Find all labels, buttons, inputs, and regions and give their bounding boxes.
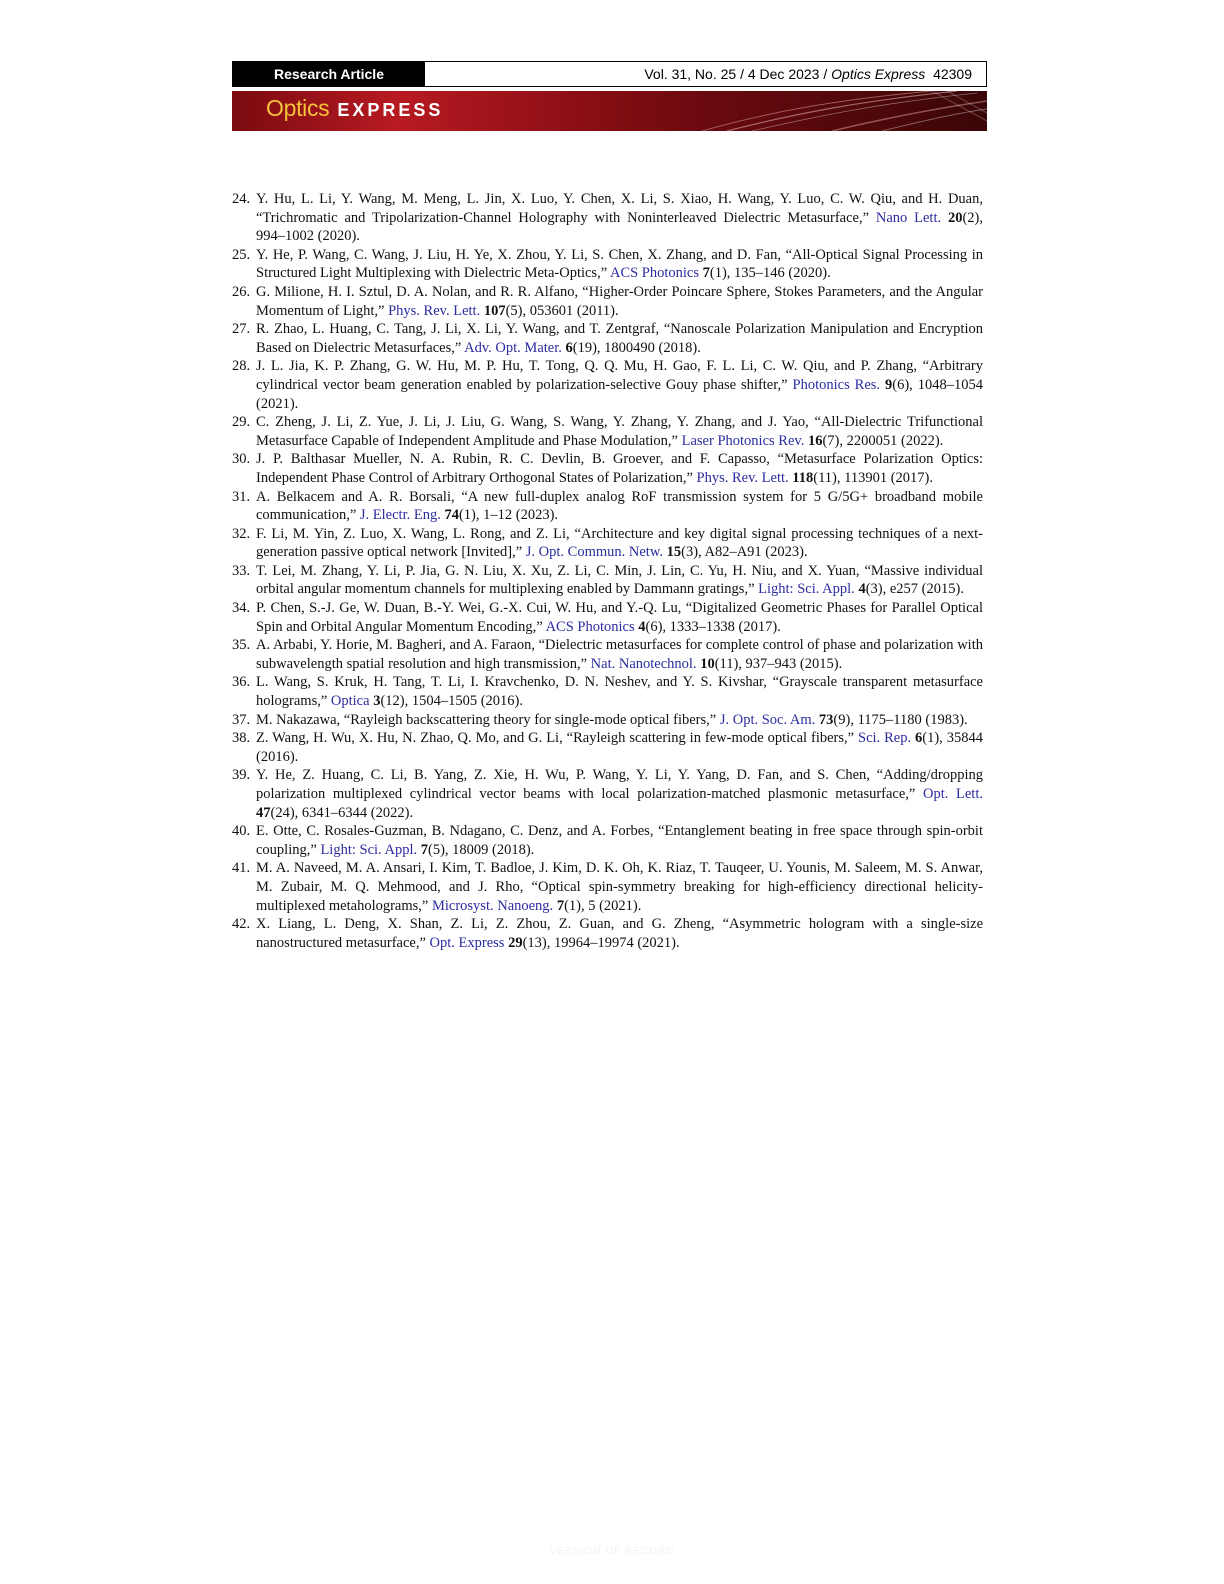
journal-link[interactable]: Nat. Nanotechnol.: [590, 655, 697, 672]
reference-number: 33.: [232, 562, 251, 579]
reference-number: 35.: [232, 637, 251, 654]
journal-link[interactable]: Laser Photonics Rev.: [681, 432, 805, 449]
reference-item: 36. L. Wang, S. Kruk, H. Tang, T. Li, I. Kravchenko, D. N. Neshev, and Y. S. Kivshar, “Grayscale transparent metasurface holograms,” Optica 3(12), 1504–1505 (2016).: [232, 674, 983, 710]
journal-link[interactable]: Adv. Opt. Mater.: [464, 339, 562, 356]
reference-number: 29.: [232, 414, 251, 431]
reference-number: 31.: [232, 488, 251, 505]
journal-link[interactable]: Sci. Rep.: [858, 730, 912, 747]
reference-item: 31. A. Belkacem and A. R. Borsali, “A new full-duplex analog RoF transmission system for 5 G/5G+ broadband mobile communication,” J. Electr. Eng. 74(1), 1–12 (2023).: [232, 488, 983, 524]
reference-item: 38. Z. Wang, H. Wu, X. Hu, N. Zhao, Q. Mo, and G. Li, “Rayleigh scattering in few-mode optical fibers,” Sci. Rep. 6(1), 35844 (2016).: [232, 730, 983, 765]
reference-item: 26. G. Milione, H. I. Sztul, D. A. Nolan, and R. R. Alfano, “Higher-Order Poincare Sphere, Stokes Parameters, and the Angular Momentum of Light,” Phys. Rev. Lett. 107(5), 053601 (2011).: [232, 283, 983, 319]
reference-item: 33. T. Lei, M. Zhang, Y. Li, P. Jia, G. N. Liu, X. Xu, Z. Li, C. Min, J. Lin, C. Yu, H. Niu, and X. Yuan, “Massive individual orbital angular momentum channels for multiplexing enabled by Dammann gratings,” Light: Sci. Appl. 4(3), e257 (2015).: [232, 562, 983, 598]
reference-item: 29. C. Zheng, J. Li, Z. Yue, J. Li, J. Liu, G. Wang, S. Wang, Y. Zhang, Y. Zhang, and J. Yao, “All-Dielectric Trifunctional Metasurface Capable of Independent Amplitude and Phase Modulation,” Laser Photonics Rev. 16(7), 2200051 (2022).: [232, 414, 983, 449]
reference-number: 28.: [232, 358, 251, 375]
reference-item: 34. P. Chen, S.-J. Ge, W. Duan, B.-Y. Wei, G.-X. Cui, W. Hu, and Y.-Q. Lu, “Digitalized Geometric Phases for Parallel Optical Spin and Orbital Angular Momentum Encoding,” ACS Photonics 4(6), 1333–1338 (2017).: [232, 600, 983, 635]
banner-title: [266, 95, 443, 122]
reference-number: 42.: [232, 916, 251, 933]
reference-number: 30.: [232, 451, 251, 468]
reference-list: [232, 190, 983, 952]
reference-number: 25.: [232, 246, 251, 263]
reference-number: 37.: [232, 711, 251, 728]
journal-link[interactable]: Optica: [330, 693, 370, 710]
journal-link[interactable]: J. Opt. Commun. Netw.: [525, 544, 663, 561]
journal-link[interactable]: ACS Photonics: [545, 618, 635, 635]
reference-item: 30. J. P. Balthasar Mueller, N. A. Rubin, R. C. Devlin, B. Groever, and F. Capasso, “Metasurface Polarization Optics: Independent Phase Control of Arbitrary Orthogonal States of Polarization,” Phys. Rev. Lett. 118(11), 113901 (2017).: [232, 451, 983, 486]
page-number: 42309: [933, 66, 972, 82]
reference-number: 32.: [232, 525, 251, 542]
reference-number: 24.: [232, 191, 251, 207]
volume-info: [425, 62, 986, 86]
journal-link[interactable]: Nano Lett.: [875, 209, 942, 226]
footer-watermark: VERSION OF RECORD: [549, 1546, 675, 1557]
reference-item: 32. F. Li, M. Yin, Z. Luo, X. Wang, L. Rong, and Z. Li, “Architecture and key digital signal processing techniques of a next-generation passive optical network [Invited],” J. Opt. Commun. Netw. 15(3), A82–A91 (2023).: [232, 525, 983, 561]
journal-link[interactable]: Phys. Rev. Lett.: [388, 302, 481, 319]
article-header: [232, 61, 987, 87]
reference-item: 40. E. Otte, C. Rosales-Guzman, B. Ndagano, C. Denz, and A. Forbes, “Entanglement beating in free space through spin-orbit coupling,” Light: Sci. Appl. 7(5), 18009 (2018).: [232, 823, 983, 858]
journal-link[interactable]: ACS Photonics: [609, 265, 700, 282]
reference-item: 35. A. Arbabi, Y. Horie, M. Bagheri, and A. Faraon, “Dielectric metasurfaces for complete control of phase and polarization with subwavelength spatial resolution and high transmission,” Nat. Nanotechnol. 10(11), 937–943 (2015).: [232, 637, 983, 672]
reference-item: 37. M. Nakazawa, “Rayleigh backscattering theory for single-mode optical fibers,” J. Opt. Soc. Am. 73(9), 1175–1180 (1983).: [232, 711, 968, 728]
journal-link[interactable]: Phys. Rev. Lett.: [696, 469, 789, 486]
banner-express-word: EXPRESS: [337, 100, 444, 120]
reference-number: 36.: [232, 674, 251, 691]
reference-number: 26.: [232, 283, 251, 300]
reference-item: 39. Y. He, Z. Huang, C. Li, B. Yang, Z. Xie, H. Wu, P. Wang, Y. Li, Y. Yang, D. Fan, and S. Chen, “Adding/dropping polarization multiplexed cylindrical vector beams with local polarization-matched plasmonic metasurface,” Opt. Lett. 47(24), 6341–6344 (2022).: [232, 767, 983, 821]
reference-number: 39.: [232, 767, 251, 784]
journal-link[interactable]: Light: Sci. Appl.: [758, 581, 855, 598]
reference-number: 41.: [232, 860, 251, 877]
reference-number: 40.: [232, 823, 251, 840]
journal-link[interactable]: Microsyst. Nanoeng.: [431, 897, 554, 914]
reference-item: 41. M. A. Naveed, M. A. Ansari, I. Kim, T. Badloe, J. Kim, D. K. Oh, K. Riaz, T. Tauqeer, U. Younis, M. Saleem, M. S. Anwar, M. Zubair, M. Q. Mehmood, and J. Rho, “Optical spin-symmetry breaking for high-efficiency directional helicity-multiplexed metaholograms,” Microsyst. Nanoeng. 7(1), 5 (2021).: [232, 860, 983, 914]
volume-text: Vol. 31, No. 25 / 4 Dec 2023 /: [644, 66, 832, 82]
journal-link[interactable]: Photonics Res.: [792, 376, 881, 393]
reference-number: 38.: [232, 730, 251, 747]
reference-item: 24. Y. Hu, L. Li, Y. Wang, M. Meng, L. Jin, X. Luo, Y. Chen, X. Li, S. Xiao, H. Wang, Y. Luo, C. W. Qiu, and H. Duan, “Trichromatic and Tripolarization-Channel Holography with Noninterleaved Dielectric Metasurface,” Nano Lett. 20(2), 994–1002 (2020).: [232, 191, 984, 245]
reference-item: 42. X. Liang, L. Deng, X. Shan, Z. Li, Z. Zhou, Z. Guan, and G. Zheng, “Asymmetric hologram with a single-size nanostructured metasurface,” Opt. Express 29(13), 19964–19974 (2021).: [232, 916, 983, 951]
reference-item: 27. R. Zhao, L. Huang, C. Tang, J. Li, X. Li, Y. Wang, and T. Zentgraf, “Nanoscale Polarization Manipulation and Encryption Based on Dielectric Metasurfaces,” Adv. Opt. Mater. 6(19), 1800490 (2018).: [232, 321, 983, 356]
journal-link[interactable]: J. Electr. Eng.: [359, 507, 441, 524]
reference-number: 34.: [232, 600, 251, 617]
reference-number: 27.: [232, 321, 251, 338]
journal-link[interactable]: Light: Sci. Appl.: [320, 841, 418, 858]
journal-link[interactable]: Opt. Express: [429, 934, 505, 951]
journal-link[interactable]: Opt. Lett.: [923, 786, 983, 802]
banner-optics-word: Optics: [266, 95, 330, 121]
journal-name: Optics Express: [831, 66, 926, 82]
article-type-label: Research Article: [233, 62, 425, 86]
journal-link[interactable]: J. Opt. Soc. Am.: [719, 711, 816, 728]
reference-item: 25. Y. He, P. Wang, C. Wang, J. Liu, H. Ye, X. Zhou, Y. Li, S. Chen, X. Zhang, and D. Fan, “All-Optical Signal Processing in Structured Light Multiplexing with Dielectric Meta-Optics,” ACS Photonics 7(1), 135–146 (2020).: [232, 246, 983, 282]
reference-item: 28. J. L. Jia, K. P. Zhang, G. W. Hu, M. P. Hu, T. Tong, Q. Q. Mu, H. Gao, F. L. Li, C. W. Qiu, and P. Zhang, “Arbitrary cylindrical vector beam generation enabled by polarization-selective Gouy phase shifter,” Photonics Res. 9(6), 1048–1054 (2021).: [232, 358, 984, 412]
journal-banner: [232, 91, 987, 131]
